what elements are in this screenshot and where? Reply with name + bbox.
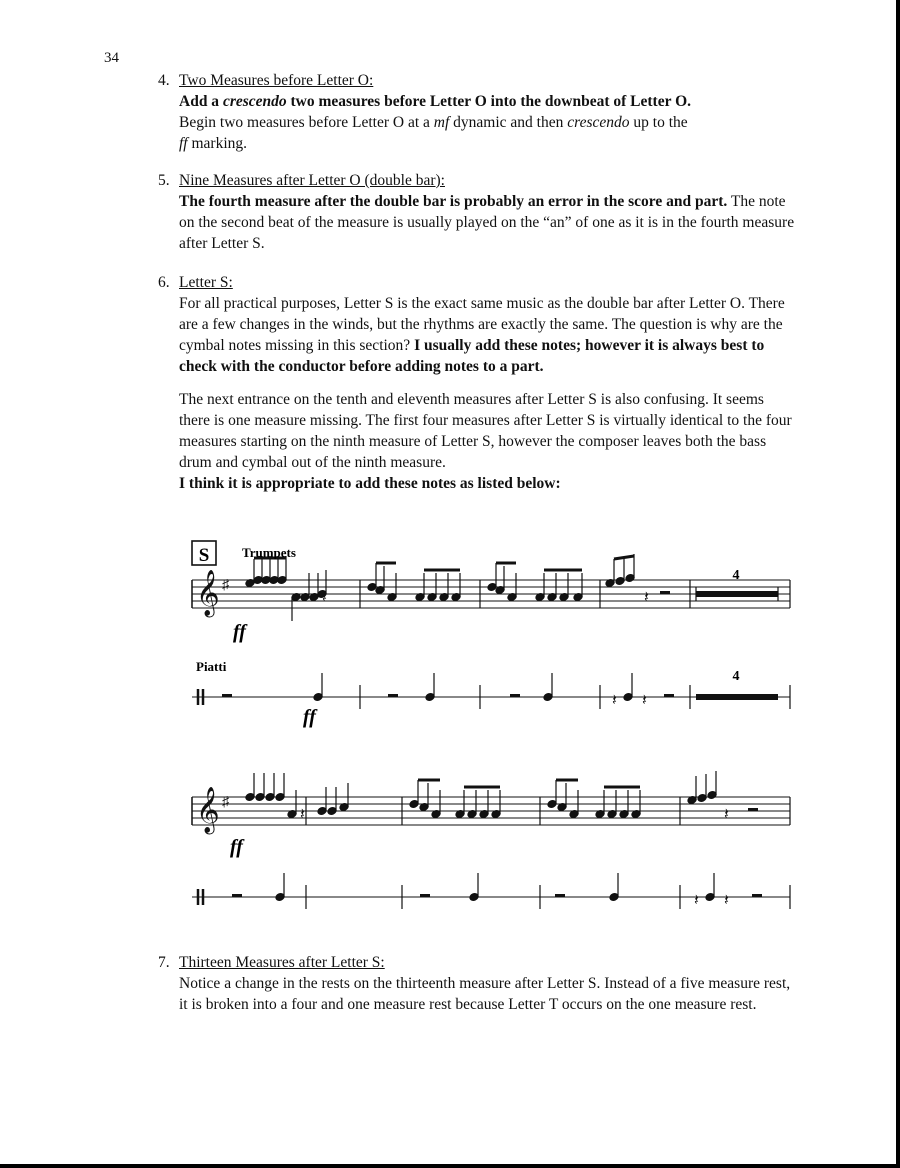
- multirest-count: 4: [732, 669, 740, 684]
- key-signature: ♯: [222, 578, 229, 593]
- half-rest: [664, 694, 674, 698]
- quarter-rest: 𝄽: [642, 692, 647, 709]
- item-title: Letter S:: [179, 274, 233, 291]
- item-text: Begin two measures before Letter O at a mf dynamic and then crescendo up to the ff marking.: [179, 114, 688, 152]
- half-rest: [510, 694, 520, 698]
- half-rest: [232, 894, 242, 898]
- multirest-count: 4: [732, 568, 740, 583]
- half-rest: [752, 894, 762, 898]
- item-text: For all practical purposes, Letter S is the exact same music as the double bar after Letter O. There are a few changes in the winds, but the rhythms are exactly the same. The question is why are the cymbal notes missing in this section? I usually add these notes; however it is always best to check with the conductor before adding notes to a part.: [179, 295, 785, 375]
- item-title: Nine Measures after Letter O (double bar):: [179, 172, 445, 189]
- quarter-rest: 𝄽: [724, 892, 729, 909]
- quarter-rest: 𝄽: [300, 806, 305, 823]
- trumpets-label: Trumpets: [242, 545, 296, 560]
- item-bold-instruction: Add a crescendo two measures before Letter O into the downbeat of Letter O.: [179, 93, 692, 110]
- half-rest: [388, 694, 398, 698]
- item-number: 6.: [158, 274, 170, 291]
- treble-clef: 𝄞: [196, 787, 220, 832]
- quarter-rest: 𝄽: [724, 806, 729, 823]
- quarter-rest: 𝄽: [644, 589, 649, 606]
- dynamic-ff: ff: [230, 836, 243, 858]
- rehearsal-mark: S: [198, 545, 210, 566]
- item-number: 7.: [158, 954, 170, 971]
- item-text: Notice a change in the rests on the thirteenth measure after Letter S. Instead of a five measure rest, it is broken into a four and one measure rest because Letter T occurs on the one measure rest.: [179, 975, 791, 1013]
- dynamic-ff: ff: [233, 621, 246, 643]
- item-number: 5.: [158, 172, 170, 189]
- half-rest: [420, 894, 430, 898]
- key-signature: ♯: [222, 795, 229, 810]
- piatti-label: Piatti: [196, 659, 227, 674]
- quarter-rest: 𝄽: [694, 892, 699, 909]
- beam: [614, 556, 634, 559]
- item-title: Thirteen Measures after Letter S:: [179, 954, 385, 971]
- treble-clef: 𝄞: [196, 570, 220, 615]
- half-rest: [660, 591, 670, 595]
- item-bold-statement: I think it is appropriate to add these notes as listed below:: [179, 475, 561, 492]
- dynamic-ff: ff: [303, 706, 316, 728]
- item-text: The fourth measure after the double bar is probably an error in the score and part. The note on the second beat of the measure is usually played on the “an” of one as it is in the fourth measure after Letter S.: [179, 193, 795, 252]
- multirest-bar: [696, 591, 778, 597]
- half-rest: [748, 808, 758, 812]
- half-rest: [222, 694, 232, 698]
- quarter-rest: 𝄽: [322, 589, 327, 606]
- page-number: 34: [104, 50, 119, 66]
- section-item-7: [158, 952, 798, 1015]
- half-rest: [555, 894, 565, 898]
- item-number: 4.: [158, 72, 170, 89]
- quarter-rest: 𝄽: [612, 692, 617, 709]
- item-paragraph-2: The next entrance on the tenth and eleventh measures after Letter S is also confusing. It seems there is one measure missing. The first four measures after Letter S is virtually identical to the four measures starting on the ninth measure of Letter S, however the composer leaves both the bass drum and cymbal out of the ninth measure.: [179, 391, 792, 471]
- multirest-bar: [696, 694, 778, 700]
- item-title: Two Measures before Letter O:: [179, 72, 374, 89]
